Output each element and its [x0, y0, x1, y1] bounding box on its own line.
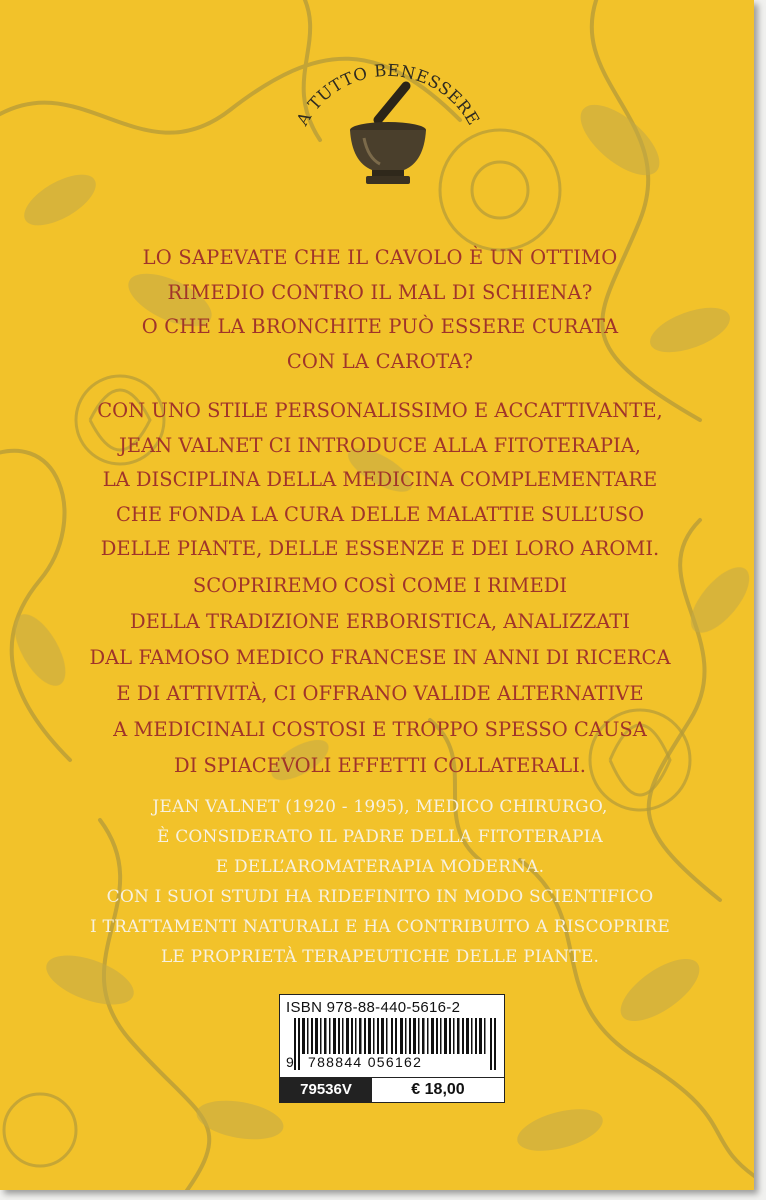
intro-line: CON LA CAROTA?: [286, 349, 474, 373]
code-price-row: [280, 1077, 504, 1102]
intro-line: RIMEDIO CONTRO IL MAL DI SCHIENA?: [167, 280, 593, 304]
bio-line: E DELL’AROMATERAPIA MODERNA.: [215, 857, 545, 877]
bio-line: I TRATTAMENTI NATURALI E HA CONTRIBUITO A RISCOPRIRE: [89, 917, 671, 937]
benefits-line: SCOPRIREMO COSÌ COME I RIMEDI: [192, 574, 568, 597]
intro-line: LO SAPEVATE CHE IL CAVOLO È UN OTTIMO: [142, 246, 618, 269]
series-name: A TUTTO BENESSERE: [292, 60, 484, 129]
isbn-number: ISBN 978-88-440-5616-2: [286, 999, 461, 1016]
description-paragraph: [40, 394, 720, 567]
description-line: CON UNO STILE PERSONALISSIMO E ACCATTIVANTE,: [97, 399, 663, 422]
benefits-line: A MEDICINALI COSTOSI E TROPPO SPESSO CAUSA: [113, 718, 647, 741]
benefits-line: DI SPIACEVOLI EFFETTI COLLATERALI.: [173, 754, 586, 777]
ean-first-digit: 9: [286, 1054, 294, 1070]
author-bio: [40, 792, 720, 972]
ean-digit-groups: 788844 056162: [308, 1054, 423, 1070]
svg-text:A TUTTO BENESSERE: [292, 61, 483, 130]
barcode-label: [279, 994, 505, 1103]
description-line: CHE FONDA LA CURA DELLE MALATTIE SULL’USO: [115, 502, 645, 526]
benefits-line: E DI ATTIVITÀ, CI OFFRANO VALIDE ALTERNATIVE: [116, 682, 644, 705]
mortar-and-pestle-icon: [350, 86, 426, 184]
benefits-paragraph: [40, 568, 720, 784]
benefits-line: DELLA TRADIZIONE ERBORISTICA, ANALIZZATI: [129, 610, 631, 633]
intro-line: O CHE LA BRONCHITE PUÒ ESSERE CURATA: [141, 315, 619, 338]
product-code: 79536V: [280, 1078, 372, 1102]
description-line: LA DISCIPLINA DELLA MEDICINA COMPLEMENTARE: [102, 468, 658, 491]
bio-line: LE PROPRIETÀ TERAPEUTICHE DELLE PIANTE.: [160, 947, 600, 967]
price: € 18,00: [411, 1081, 465, 1098]
description-line: DELLE PIANTE, DELLE ESSENZE E DEI LORO AROMI.: [100, 537, 660, 560]
benefits-line: DAL FAMOSO MEDICO FRANCESE IN ANNI DI RICERCA: [89, 646, 671, 669]
intro-paragraph: [40, 241, 720, 379]
bio-line: JEAN VALNET (1920 - 1995), MEDICO CHIRURGO,: [152, 797, 608, 817]
description-line: JEAN VALNET CI INTRODUCE ALLA FITOTERAPIA,: [119, 433, 641, 457]
bio-line: È CONSIDERATO IL PADRE DELLA FITOTERAPIA: [156, 827, 603, 847]
series-logo: [268, 50, 508, 190]
bio-line: CON I SUOI STUDI HA RIDEFINITO IN MODO SCIENTIFICO: [106, 887, 654, 907]
